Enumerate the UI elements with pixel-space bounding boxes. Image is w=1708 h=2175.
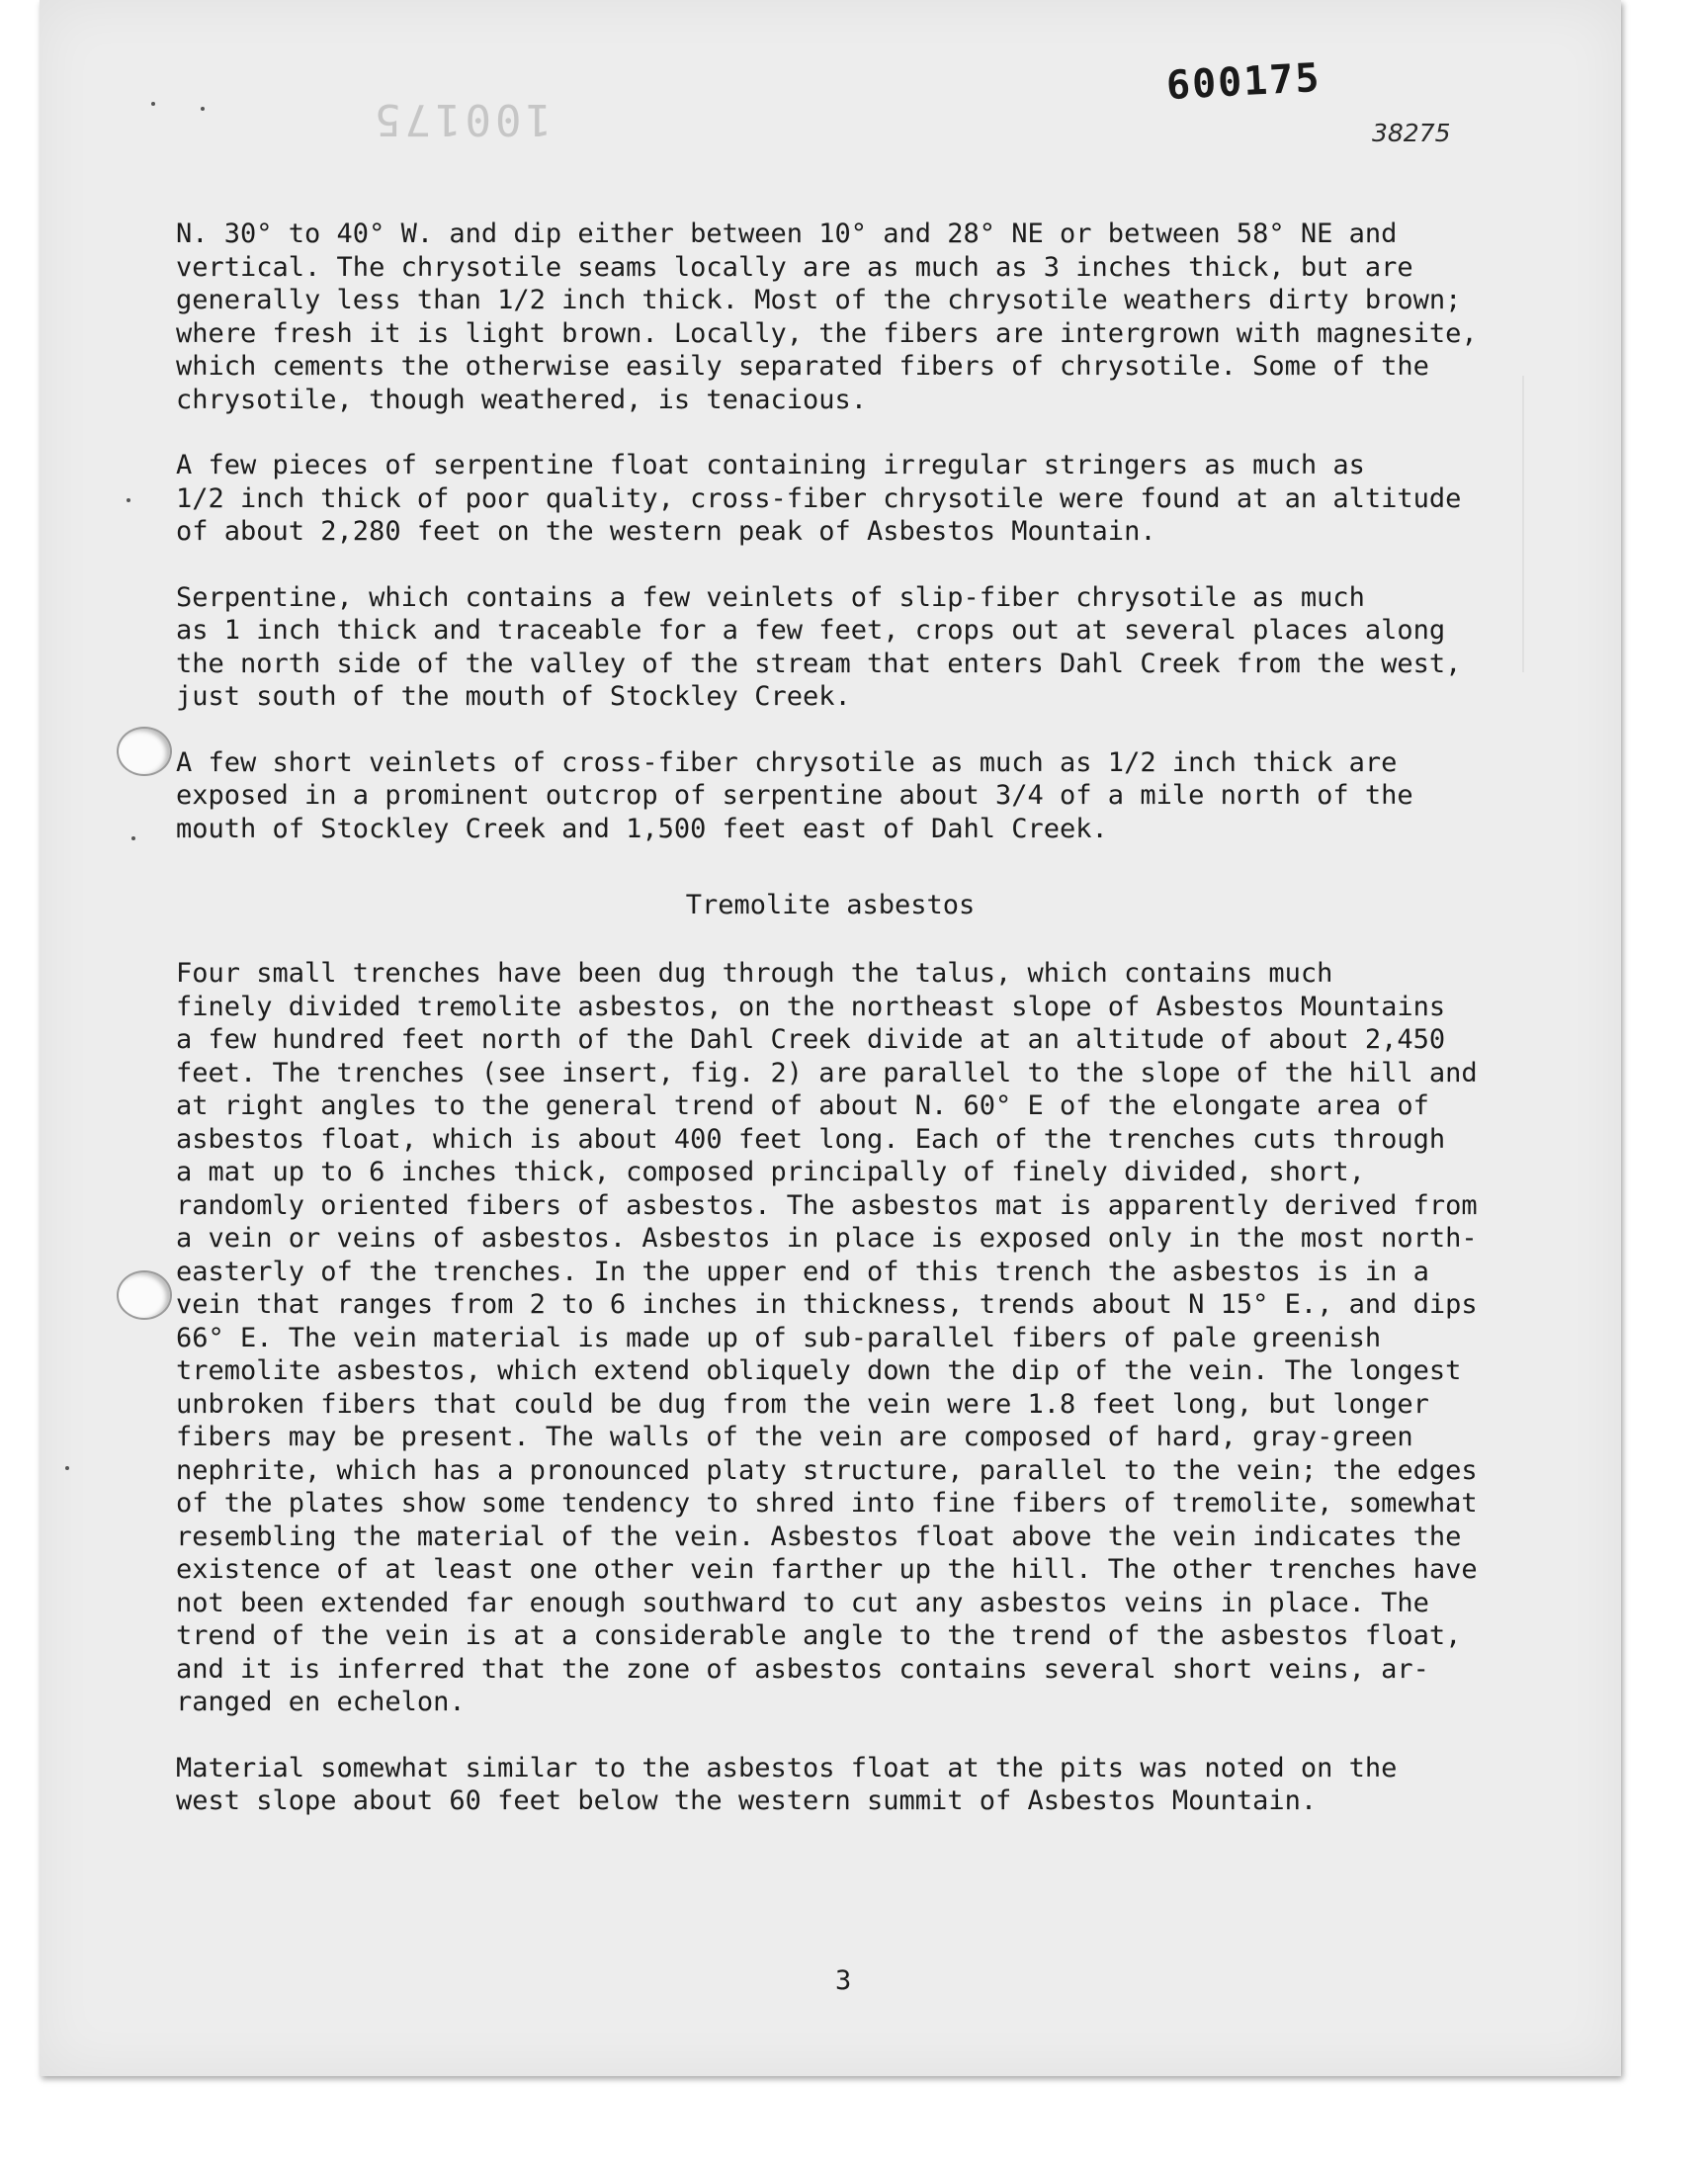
paragraph-tremolite-trenches: Four small trenches have been dug through the talus, which contains much finely divided tremolite asbestos, on the northeast slope of Asbestos Mountains a few hundred feet north of the Dahl Creek divide at an altitude of about 2,450 feet. The trenches (see insert, fig. 2) are parallel to the slope of the hill and at right angles to the general trend of about N. 60° E of the elongate area of asbestos float, which is about 400 feet long. Each of the trenches cuts through a mat up to 6 inches thick, composed principally of finely divided, short, randomly oriented fibers of asbestos. The asbestos mat is apparently derived from a vein or veins of asbestos. Asbestos in place is exposed only in the most north- easterly of the trenches. In the upper end of this trench the asbestos is in a vein that ranges from 2 to 6 inches in thickness, trends about N 15° E., and dips 66° E. The vein material is made up of sub-parallel fibers of pale greenish tremolite asbestos, which extend obliquely down the dip of the vein. The longest unbroken fibers that could be dug from the vein were 1.8 feet long, but longer fibers may be present. The walls of the vein are composed of hard, gray-green nephrite, which has a pronounced platy structure, parallel to the vein; the edges of the plates show some tendency to shred into fine fibers of tremolite, somewhat resembling the material of the vein. Asbestos float above the vein indicates the existence of at least one other vein farther up the hill. The other trenches have not been extended far enough southward to cut any asbestos veins in place. The trend of the vein is at a considerable angle to the trend of the asbestos float, and it is inferred that the zone of asbestos contains several short veins, ar- ranged en echelon. <box>176 958 1478 1717</box>
speck-mark <box>151 102 155 106</box>
punch-hole-bottom <box>117 1270 172 1320</box>
document-number: 38275 <box>1372 119 1451 147</box>
paragraph-serpentine-float: A few pieces of serpentine float containing irregular stringers as much as 1/2 inch thick of poor quality, cross-fiber chrysotile were found at an altitude of about 2,280 feet on the western peak of Asbestos Mountain. <box>176 450 1462 547</box>
paragraph-serpentine-veinlets: Serpentine, which contains a few veinlets of slip-fiber chrysotile as much as 1 inch thick and traceable for a few feet, crops out at several places along the north side of the valley of the stream that enters Dahl Creek from the west, just south of the mouth of Stockley Creek. <box>176 581 1462 712</box>
punch-hole-top <box>117 727 172 776</box>
section-heading: Tremolite asbestos <box>685 890 976 920</box>
paragraph-chrysotile-seams: N. 30° to 40° W. and dip either between 10° and 28° NE or between 58° NE and vertical. The chrysotile seams locally are as much as 3 inches thick, but are generally less than 1/2 inch thick. Most of the chrysotile weathers dirty brown; where fresh it is light brown. Locally, the fibers are intergrown with magnesite, which cements the otherwise easily separated fibers of chrysotile. Some of the chrysotile, though weathered, is tenacious. <box>176 218 1478 415</box>
ghost-stamp-number: 100175 <box>371 94 552 144</box>
body-text-bottom <box>176 957 1560 1818</box>
paragraph-similar-material: Material somewhat similar to the asbestos float at the pits was noted on the west slope about 60 feet below the western summit of Asbestos Mountain. <box>176 1752 1398 1816</box>
body-text-top <box>176 218 1560 845</box>
speck-mark <box>65 1466 69 1470</box>
paragraph-cross-fiber-veinlets: A few short veinlets of cross-fiber chrysotile as much as 1/2 inch thick are exposed in a prominent outcrop of serpentine about 3/4 of a mile north of the mouth of Stockley Creek and 1,500 feet east of Dahl Creek. <box>176 746 1413 844</box>
speck-mark <box>127 498 130 502</box>
page-number: 3 <box>835 1965 852 1996</box>
speck-mark <box>131 836 135 840</box>
speck-mark <box>201 107 205 111</box>
stamp-number: 600175 <box>1164 54 1323 110</box>
